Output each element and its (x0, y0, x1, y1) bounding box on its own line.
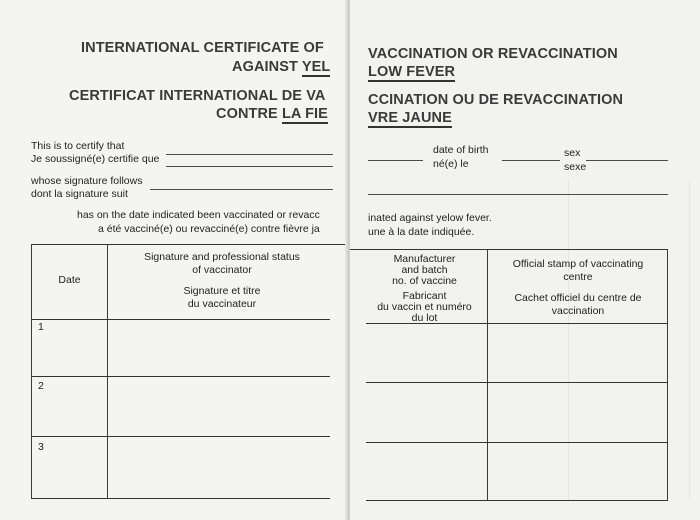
signature-field-line[interactable] (150, 189, 333, 190)
stamp-cell-3[interactable] (488, 443, 667, 500)
name-field-line-1[interactable] (166, 154, 333, 155)
date-cell-1[interactable] (32, 320, 107, 376)
right-table-right-border (667, 249, 668, 500)
signature-label-fr: dont la signature suit (31, 188, 128, 200)
date-cell-2[interactable] (32, 377, 107, 436)
left-table-top-border (31, 244, 347, 245)
col-header-sig-fr-1: Signature et titre (183, 285, 261, 297)
col-header-mfr-en-1: Manufacturer (393, 253, 456, 265)
vaccinated-label-en-cont: inated against yelow fever. (368, 212, 492, 224)
right-table-top-border (350, 249, 668, 250)
signature-cell-3[interactable] (108, 437, 330, 498)
col-header-stamp-fr-2: vaccination (551, 305, 605, 317)
left-title-en-line1: INTERNATIONAL CERTIFICATE OF (81, 40, 324, 56)
signature-continuation-line[interactable] (368, 194, 668, 195)
sex-label-fr: sexe (564, 161, 587, 173)
stamp-cell-1[interactable] (488, 324, 667, 382)
right-table-row3-bottom (366, 500, 668, 501)
signature-label-en: whose signature follows (31, 175, 143, 187)
row-number-3: 3 (38, 441, 44, 453)
name-continuation-line[interactable] (368, 160, 423, 161)
date-cell-3[interactable] (32, 437, 107, 498)
left-title-fr-line1: CERTIFICAT INTERNATIONAL DE VA (69, 88, 326, 104)
left-title-en-line2 (232, 59, 330, 75)
left-title-fr-line2-pre: CONTRE (216, 106, 282, 122)
col-header-mfr-en-2: and batch (401, 264, 448, 276)
left-page (0, 0, 347, 520)
stamp-cell-2[interactable] (488, 383, 667, 442)
row-number-1: 1 (38, 321, 44, 333)
vaccinated-label-fr-cont: une à la date indiquée. (368, 226, 475, 238)
right-title-en-line2: LOW FEVER (368, 64, 456, 80)
signature-cell-1[interactable] (108, 320, 330, 376)
col-header-stamp-en-1: Official stamp of vaccinating (512, 258, 644, 270)
col-header-mfr-fr-3: du lot (411, 312, 438, 324)
certify-label-fr: Je soussigné(e) certifie que (31, 153, 160, 165)
signature-cell-2[interactable] (108, 377, 330, 436)
dob-label-en: date of birth (433, 144, 489, 156)
col-header-mfr-fr-1: Fabricant (402, 290, 447, 302)
sex-label-en: sex (564, 147, 581, 159)
col-header-sig-en-1: Signature and professional status (144, 251, 300, 263)
right-title-fr-line2: VRE JAUNE (368, 110, 452, 126)
row-number-2: 2 (38, 380, 44, 392)
left-title-en-line2-ul: YEL (301, 59, 331, 75)
right-title-fr-line1: CCINATION OU DE REVACCINATION (368, 92, 624, 108)
col-header-stamp-en-2: centre (563, 271, 593, 283)
manufacturer-cell-2[interactable] (366, 383, 487, 442)
right-page (350, 0, 700, 520)
col-header-mfr-en-3: no. of vaccine (392, 275, 457, 287)
col-header-sig-en-2: of vaccinator (192, 264, 252, 276)
name-field-line-2[interactable] (166, 166, 333, 167)
left-title-en-line2-pre: AGAINST (232, 59, 302, 75)
right-title-en-line1: VACCINATION OR REVACCINATION (368, 46, 618, 62)
dob-field-line[interactable] (502, 160, 560, 161)
col-header-mfr-fr-2: du vaccin et numéro (377, 301, 472, 313)
vaccinated-label-fr: a été vacciné(e) ou revacciné(e) contre fièvre ja (98, 223, 320, 235)
vaccinated-label-en: has on the date indicated been vaccinated or revacc (77, 209, 320, 221)
col-header-sig-fr-2: du vaccinateur (187, 298, 257, 310)
left-title-fr-line2 (216, 106, 328, 122)
sex-field-line[interactable] (586, 160, 668, 161)
manufacturer-cell-3[interactable] (366, 443, 487, 500)
manufacturer-cell-1[interactable] (366, 324, 487, 382)
col-header-date: Date (58, 274, 81, 286)
dob-label-fr: né(e) le (433, 158, 469, 170)
col-header-stamp-fr-1: Cachet officiel du centre de (514, 292, 642, 304)
left-table-row3-bottom (31, 498, 330, 499)
left-title-fr-line2-ul: LA FIE (281, 106, 328, 122)
certify-label-en: This is to certify that (31, 140, 125, 152)
